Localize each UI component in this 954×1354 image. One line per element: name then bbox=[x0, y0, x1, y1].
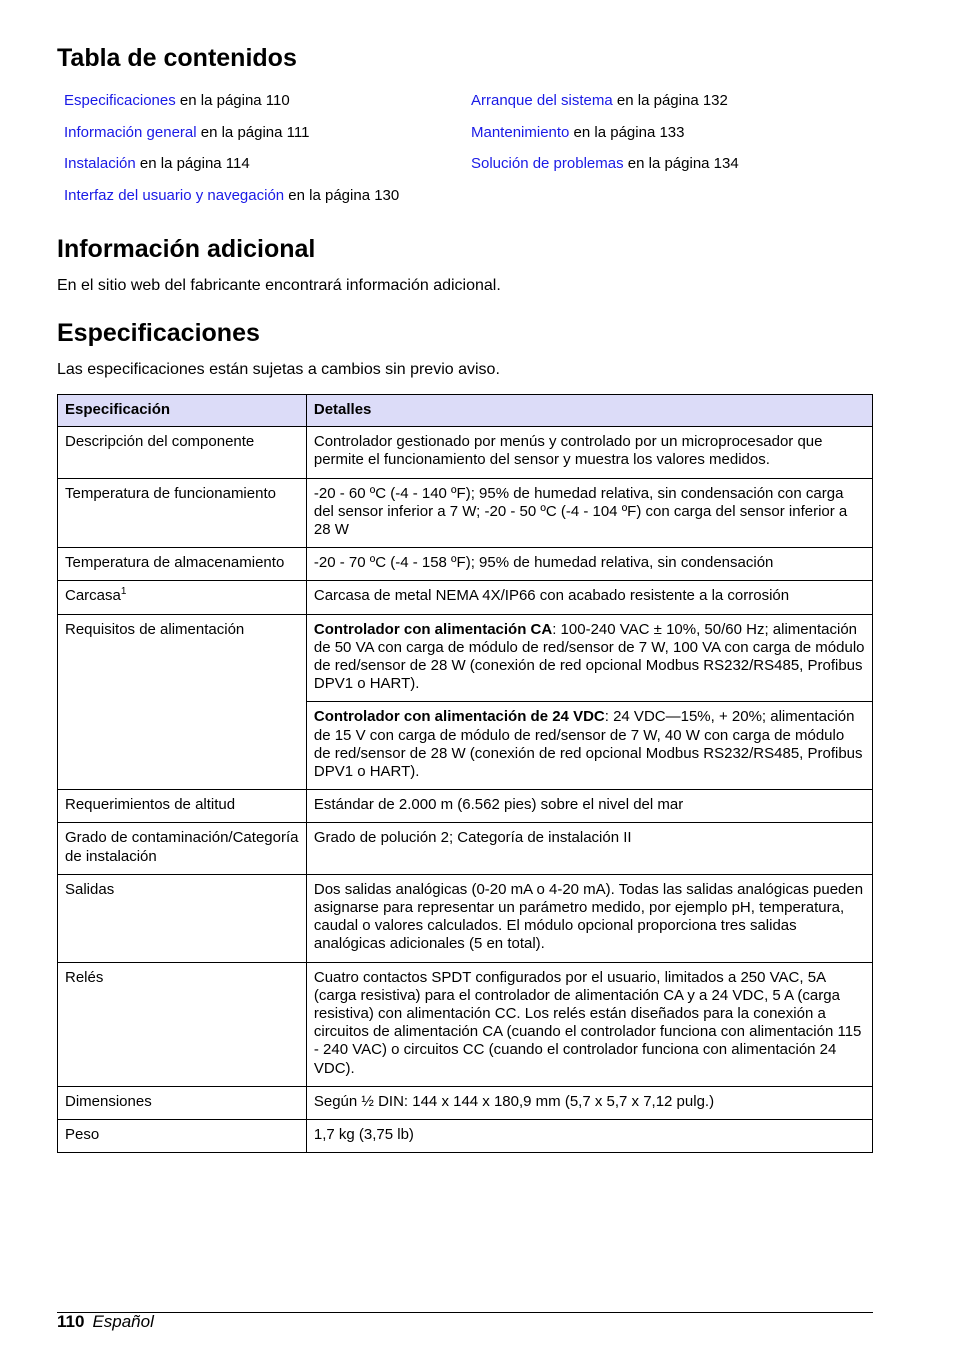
footer-divider bbox=[57, 1312, 873, 1313]
spec-name: Peso bbox=[58, 1120, 307, 1153]
spec-detail-bold: Controlador con alimentación de 24 VDC bbox=[313, 708, 605, 726]
table-row bbox=[58, 790, 873, 823]
toc-item bbox=[471, 91, 739, 123]
toc-page-ref: en la página 114 bbox=[135, 155, 250, 173]
spec-name: Carcasa bbox=[65, 587, 121, 605]
table-row bbox=[58, 823, 873, 874]
toc-page-ref: en la página 110 bbox=[175, 92, 290, 109]
spec-detail: Carcasa de metal NEMA 4X/IP66 con acabado resistente a la corrosión bbox=[306, 581, 872, 614]
toc-link-solucion-problemas[interactable]: Solución de problemas bbox=[471, 155, 624, 173]
spec-detail: Cuatro contactos SPDT configurados por el usuario, limitados a 250 VAC, 5A (carga resistiva) para el controlador de alimentación CA y a 24 VDC, 5 A (carga resistiva) con alimentación CC. Los relés están diseñados para la conexión a circuitos de alimentación CA (cuando el controlador funciona con alimentación 115 - 240 VAC) o circuitos CC (cuando el controlador funciona con alimentación 24 VDC). bbox=[306, 962, 872, 1086]
spec-detail: : 100-240 VAC ± 10%, 50/60 Hz; alimentación de 50 VA con carga de módulo de red/sensor de 7 W, 100 VA con carga de módulo de red/sensor de 28 W (conexión de red opcional Modbus RS232/RS485, Profibus DPV1 o HART). bbox=[313, 620, 865, 693]
toc-item bbox=[64, 91, 399, 123]
spec-detail: : 24 VDC—15%, + 20%; alimentación de 15 V con carga de módulo de red/sensor de 7 W, 40 W con carga de módulo de red/sensor de 28 W (conexión de red opcional Modbus RS232/RS485, Profibus DPV1 o HART). bbox=[313, 708, 863, 781]
toc-heading: Tabla de contenidos bbox=[57, 44, 297, 72]
column-header-details: Detalles bbox=[306, 395, 872, 427]
toc-item bbox=[64, 186, 399, 218]
spec-name: Descripción del componente bbox=[58, 427, 307, 478]
info-heading: Información adicional bbox=[57, 235, 316, 263]
spec-intro: Las especificaciones están sujetas a cambios sin previo aviso. bbox=[57, 361, 500, 378]
toc-link-especificaciones[interactable]: Especificaciones bbox=[64, 92, 176, 109]
table-row bbox=[58, 478, 873, 548]
table-row bbox=[58, 581, 873, 614]
table-row bbox=[58, 548, 873, 581]
spec-name: Temperatura de funcionamiento bbox=[58, 478, 307, 548]
column-header-spec: Especificación bbox=[58, 395, 307, 427]
spec-detail: Controlador gestionado por menús y controlado por un microprocesador que permite el funcionamiento del sensor y muestra los valores medidos. bbox=[306, 427, 872, 478]
spec-detail-cell bbox=[306, 614, 872, 702]
toc-link-informacion-general[interactable]: Información general bbox=[64, 123, 197, 141]
table-row bbox=[58, 962, 873, 1086]
table-row bbox=[58, 427, 873, 478]
spec-detail: Estándar de 2.000 m (6.562 pies) sobre el nivel del mar bbox=[306, 790, 872, 823]
spec-heading: Especificaciones bbox=[57, 319, 260, 347]
toc-link-arranque[interactable]: Arranque del sistema bbox=[471, 92, 613, 109]
spec-name: Relés bbox=[58, 962, 307, 1086]
footnote-marker: 1 bbox=[120, 586, 127, 598]
table-row bbox=[58, 1120, 873, 1153]
toc-page-ref: en la página 132 bbox=[612, 92, 728, 109]
toc-column-left bbox=[64, 91, 399, 218]
toc-item bbox=[471, 123, 739, 155]
spec-name: Temperatura de almacenamiento bbox=[58, 548, 307, 581]
footer-language: Español bbox=[92, 1312, 154, 1331]
toc-page-ref: en la página 130 bbox=[284, 187, 400, 205]
toc-page-ref: en la página 133 bbox=[569, 123, 685, 141]
spec-name: Requerimientos de altitud bbox=[58, 790, 307, 823]
toc-link-instalacion[interactable]: Instalación bbox=[64, 155, 136, 173]
spec-name: Requisitos de alimentación bbox=[58, 614, 307, 790]
spec-table bbox=[57, 394, 873, 1153]
spec-detail-bold: Controlador con alimentación CA bbox=[313, 620, 553, 638]
table-row bbox=[58, 1086, 873, 1119]
toc-link-interfaz[interactable]: Interfaz del usuario y navegación bbox=[64, 187, 285, 205]
toc-item bbox=[64, 123, 399, 155]
info-text: En el sitio web del fabricante encontrará información adicional. bbox=[57, 277, 501, 294]
spec-detail: -20 - 60 ºC (-4 - 140 ºF); 95% de humedad relativa, sin condensación con carga del sensor inferior a 7 W; -20 - 50 ºC (-4 - 104 ºF) con carga del sensor inferior a 28 W bbox=[306, 478, 872, 548]
spec-name: Salidas bbox=[58, 874, 307, 962]
toc-page-ref: en la página 111 bbox=[196, 123, 310, 141]
table-row bbox=[58, 614, 873, 702]
spec-name: Grado de contaminación/Categoría de instalación bbox=[58, 823, 307, 874]
table-header-row bbox=[58, 395, 873, 427]
spec-detail: 1,7 kg (3,75 lb) bbox=[306, 1120, 872, 1153]
page-number: 110 bbox=[57, 1312, 85, 1331]
toc-page-ref: en la página 134 bbox=[623, 155, 739, 173]
spec-detail-cell bbox=[306, 702, 872, 790]
spec-detail: -20 - 70 ºC (-4 - 158 ºF); 95% de humedad relativa, sin condensación bbox=[306, 548, 872, 581]
spec-name: Dimensiones bbox=[58, 1086, 307, 1119]
spec-detail: Dos salidas analógicas (0-20 mA o 4-20 mA). Todas las salidas analógicas pueden asignarse para representar un parámetro medido, por ejemplo pH, temperatura, caudal o valores calculados. El módulo opcional proporciona tres salidas analógicas adicionales (5 en total). bbox=[306, 874, 872, 962]
table-row bbox=[58, 874, 873, 962]
toc-link-mantenimiento[interactable]: Mantenimiento bbox=[471, 123, 570, 141]
toc-column-right bbox=[471, 91, 739, 186]
toc-item bbox=[471, 154, 739, 186]
spec-detail: Grado de polución 2; Categoría de instalación II bbox=[306, 823, 872, 874]
toc-item bbox=[64, 154, 399, 186]
page-footer bbox=[57, 1312, 154, 1332]
spec-name-cell bbox=[58, 581, 307, 614]
spec-detail: Según ½ DIN: 144 x 144 x 180,9 mm (5,7 x 5,7 x 7,12 pulg.) bbox=[306, 1086, 872, 1119]
